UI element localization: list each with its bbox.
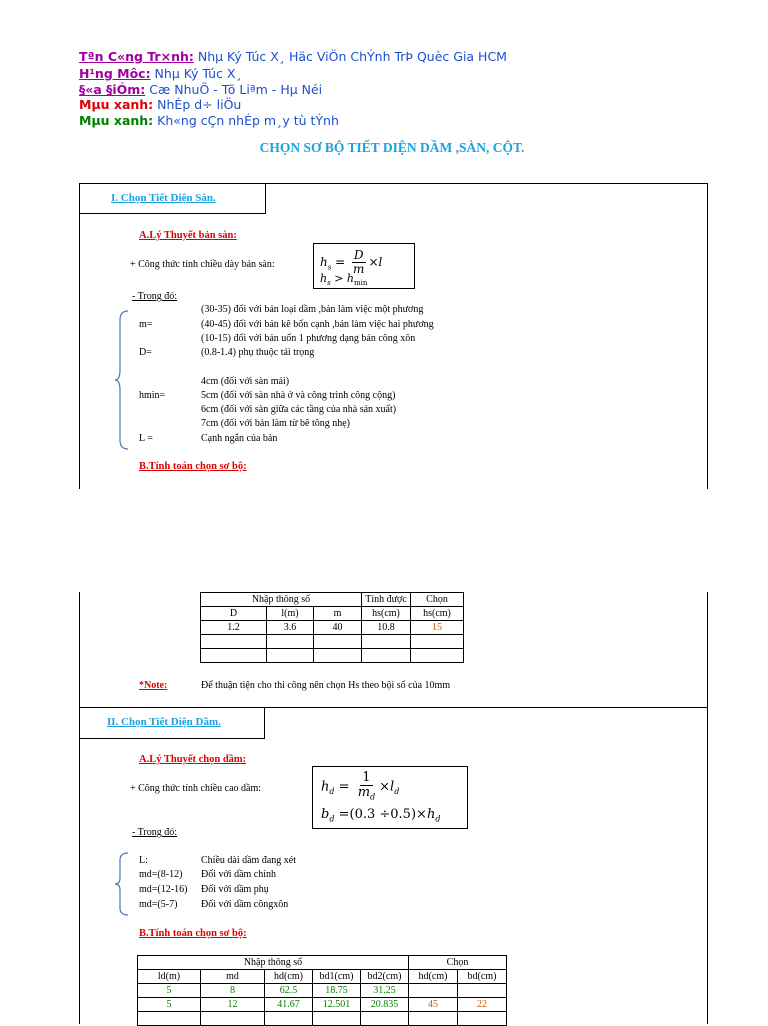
table-row	[201, 649, 464, 663]
beam-cell[interactable]	[458, 984, 507, 998]
slab-group-calc: Tính được	[362, 593, 411, 607]
l-label: L =	[139, 433, 153, 444]
beam-cell: 18.75	[313, 984, 361, 998]
beam-item-text: Đối với dầm chính	[201, 869, 276, 880]
beam-formula-box	[312, 766, 468, 829]
m-line-2: (40-45) đối với bản kê bốn cạnh ,bản làm việc hai phương	[201, 319, 434, 330]
legend-input-label: Mµu xanh:	[79, 97, 154, 112]
page-title: CHỌN SƠ BỘ TIẾT DIỆN DẦM ,SÀN, CỘT.	[259, 140, 525, 155]
header-location-label: §«a §iÓm:	[79, 82, 146, 97]
section2-formula-intro: + Công thức tính chiều cao dầm:	[130, 783, 262, 794]
beam-item-label: L:	[139, 855, 148, 866]
beam-item-text: Đối với dầm côngxôn	[201, 899, 289, 910]
section1-formula-intro: + Công thức tính chiều dày bản sàn:	[130, 259, 275, 270]
hmin-line-4: 7cm (đối với bản làm từ bê tông nhẹ)	[201, 418, 351, 429]
slab-cell[interactable]: 1.2	[201, 621, 267, 635]
beam-cell[interactable]	[409, 984, 458, 998]
section1-calc-heading: B.Tính toán chọn sơ bộ:	[139, 461, 247, 472]
slab-formula-line1: $h_s$ = $\frac{D}{m}$ ×l	[320, 248, 383, 277]
beam-cell[interactable]: 22	[458, 998, 507, 1012]
beam-item-text: Đối với dầm phụ	[201, 884, 269, 895]
slab-group-input: Nhập thông số	[201, 593, 362, 607]
l-line: Cạnh ngắn của bản	[201, 433, 278, 444]
section2-theory-heading: A.Lý Thuyết chọn dầm:	[139, 754, 247, 765]
beam-group-choose: Chọn	[409, 956, 507, 970]
m-line-3: (10-15) đối với bản uốn 1 phương dạng bản công xôn	[201, 333, 416, 344]
slab-cell: 10.8	[362, 621, 411, 635]
beam-group-input: Nhập thông số	[138, 956, 409, 970]
section2-calc-heading: B.Tính toán chọn sơ bộ:	[139, 928, 247, 939]
slab-formula-box	[313, 243, 415, 289]
beam-item-label: md=(5-7)	[139, 899, 178, 910]
frame-left-border	[79, 183, 80, 489]
beam-cell: 12.501	[313, 998, 361, 1012]
brace-icon	[114, 310, 130, 450]
beam-col-hd: hd(cm)	[265, 970, 313, 984]
m-label: m=	[139, 319, 153, 330]
beam-formula-line2: $b_d =(0.3 \div 0.5)\times h_d$	[321, 807, 441, 824]
hmin-label: hmin=	[139, 390, 166, 401]
beam-formula-fraction: $\frac{1}{m_d}$	[357, 770, 376, 802]
header-location-value: Cæ NhuÕ - Tõ Liªm - Hµ Néi	[145, 82, 323, 97]
hmin-line-3: 6cm (đối với sàn giữa các tầng của nhà sản xuất)	[201, 404, 397, 415]
slab-cell[interactable]: 3.6	[267, 621, 314, 635]
frame-right-border-2	[707, 592, 708, 1024]
beam-col-bd-choose: bd(cm)	[458, 970, 507, 984]
section2-where: - Trong đó:	[132, 827, 178, 838]
header-project-label: Tªn C«ng Tr×nh:	[79, 49, 194, 64]
section2-title: II. Chọn Tiết Diện Dầm.	[107, 716, 221, 728]
slab-cell[interactable]: 40	[314, 621, 362, 635]
header-project	[79, 49, 507, 64]
frame-right-border	[707, 183, 708, 489]
header-item-label: H¹ng Môc:	[79, 66, 151, 81]
header-project-value: Nhµ Ký Túc X¸ Häc ViÖn ChÝnh TrÞ Quèc Gia HCM	[193, 49, 507, 64]
brace-icon	[114, 852, 130, 916]
beam-col-bd1: bd1(cm)	[313, 970, 361, 984]
note-label: *Note:	[139, 680, 168, 691]
legend-auto-label: Mµu xanh:	[79, 113, 154, 128]
beam-cell[interactable]: 45	[409, 998, 458, 1012]
beam-col-hd-choose: hd(cm)	[409, 970, 458, 984]
beam-cell: 62.5	[265, 984, 313, 998]
legend-auto-value: Kh«ng cÇn nhÉp m¸y tù tÝnh	[153, 113, 339, 128]
d-label: D=	[139, 347, 152, 358]
beam-table	[137, 955, 507, 1026]
slab-col-d: D	[201, 607, 267, 621]
slab-formula-line2: $h_s > h_{min}$	[320, 272, 368, 288]
beam-cell[interactable]: 5	[138, 998, 201, 1012]
d-line: (0.8-1.4) phụ thuộc tải trọng	[201, 347, 315, 358]
hmin-line-2: 5cm (đối với sàn nhà ở và công trình công cộng)	[201, 390, 396, 401]
slab-formula-fraction: $\frac{D}{m}$	[353, 248, 365, 277]
beam-item-text: Chiều dài dầm đang xét	[201, 855, 296, 866]
header-item-value: Nhµ Ký Túc X¸	[150, 66, 242, 81]
header-legend-input	[79, 97, 241, 112]
beam-formula-line1: $h_d$ = $\frac{1}{m_d}$ $\times l_d$	[321, 770, 400, 802]
section1-where: - Trong đó:	[132, 291, 178, 302]
slab-group-choose: Chọn	[411, 593, 464, 607]
slab-col-hs: hs(cm)	[362, 607, 411, 621]
beam-col-md: md	[201, 970, 265, 984]
frame-left-border-2	[79, 592, 80, 1024]
slab-cell[interactable]: 15	[411, 621, 464, 635]
beam-item-label: md=(8-12)	[139, 869, 183, 880]
beam-cell[interactable]: 8	[201, 984, 265, 998]
beam-col-bd2: bd2(cm)	[361, 970, 409, 984]
section1-theory-heading: A.Lý Thuyết bản sàn:	[139, 230, 237, 241]
m-line-1: (30-35) đối với bản loại dầm ,bản làm việc một phương	[201, 304, 424, 315]
slab-col-hs-choose: hs(cm)	[411, 607, 464, 621]
beam-cell: 20.835	[361, 998, 409, 1012]
table-row	[201, 635, 464, 649]
slab-col-m: m	[314, 607, 362, 621]
legend-input-value: NhÉp d÷ liÖu	[153, 97, 242, 112]
header-legend-auto	[79, 113, 339, 128]
slab-col-l: l(m)	[267, 607, 314, 621]
header-item	[79, 66, 242, 81]
table-row	[138, 998, 507, 1012]
table-row	[201, 621, 464, 635]
table-row	[138, 1012, 507, 1026]
beam-cell[interactable]: 12	[201, 998, 265, 1012]
beam-cell[interactable]: 5	[138, 984, 201, 998]
beam-col-ld: ld(m)	[138, 970, 201, 984]
slab-table	[200, 592, 464, 663]
table-row	[138, 984, 507, 998]
beam-cell: 31.25	[361, 984, 409, 998]
beam-item-label: md=(12-16)	[139, 884, 188, 895]
hmin-line-1: 4cm (đối với sàn mái)	[201, 376, 290, 387]
header-location	[79, 82, 322, 97]
note-text: Để thuận tiện cho thi công nên chọn Hs theo bội số của 10mm	[201, 680, 451, 691]
beam-cell: 41.67	[265, 998, 313, 1012]
section1-title: I. Chọn Tiết Diện Sàn.	[111, 192, 216, 204]
